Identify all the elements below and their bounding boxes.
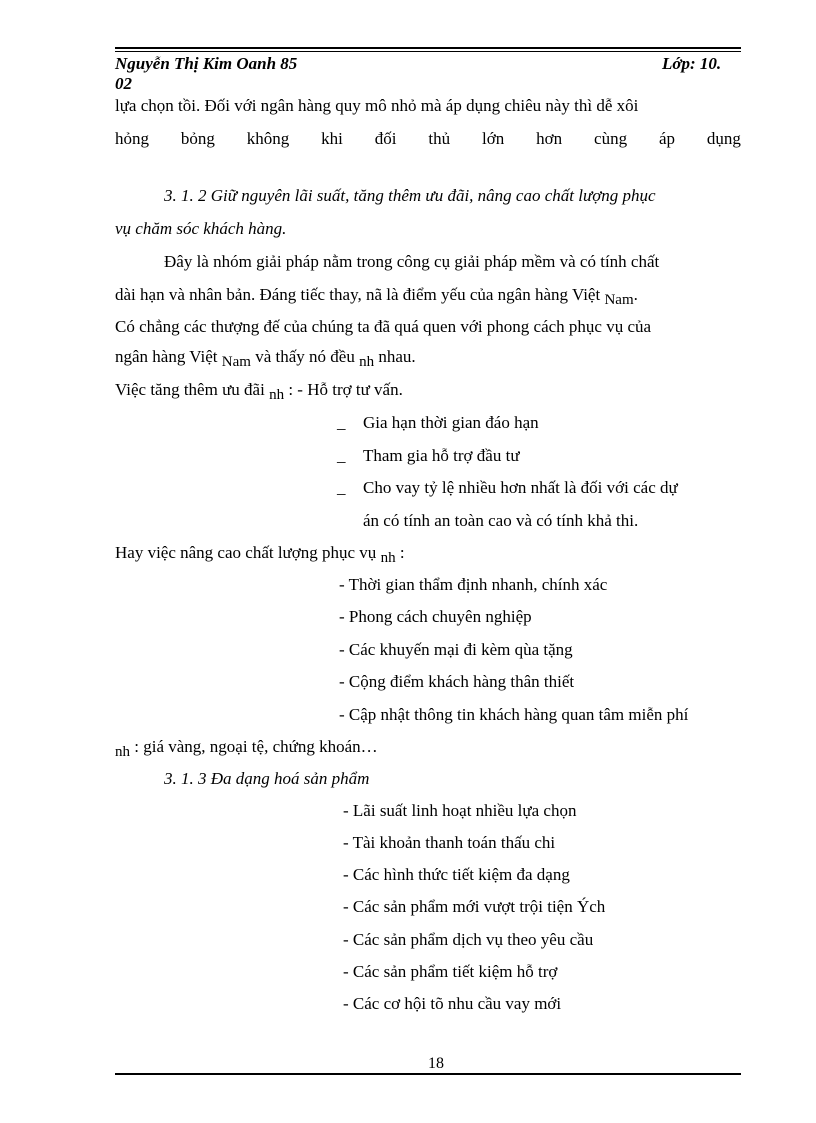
list-item: - Thời gian thẩm định nhanh, chính xác	[339, 575, 608, 594]
header-author-name: Nguyễn Thị Kim Oanh 85	[115, 54, 298, 73]
list-item: - Các khuyến mại đi kèm qùa tặng	[339, 640, 573, 659]
list-item	[337, 413, 539, 433]
word: dụng	[706, 129, 741, 148]
paragraph-line: Đây là nhóm giải pháp nằm trong công cụ giải pháp mềm và có tính chất	[164, 252, 660, 271]
body-line-2	[115, 129, 741, 149]
word: khi	[321, 129, 343, 148]
list-item-cont	[115, 737, 378, 758]
field-nam: Nam	[604, 292, 634, 308]
list-item	[337, 478, 678, 498]
word: hơn	[536, 129, 563, 148]
field-nh: nh	[380, 550, 396, 566]
list-item: - Các sản phẩm dịch vụ theo yêu cầu	[343, 930, 594, 949]
field-nh: nh	[359, 354, 375, 370]
list-item: - Tài khoản thanh toán thấu chi	[343, 833, 556, 852]
word: hỏng	[115, 129, 149, 148]
paragraph-line	[115, 347, 416, 368]
section-heading-3-1-2-cont: vụ chăm sóc khách hàng.	[115, 219, 287, 238]
page-number: 18	[428, 1056, 444, 1068]
field-nam: Nam	[221, 354, 251, 370]
paragraph-line: Có chẳng các thượng đế của chúng ta đã quá quen với phong cách phục vụ của	[115, 317, 652, 336]
header-rule-top	[115, 47, 741, 49]
list-item: - Cập nhật thông tin khách hàng quan tâm miễn phí	[339, 705, 689, 724]
footer-rule	[115, 1073, 741, 1075]
uu-dai-intro	[115, 380, 403, 401]
dash-mark: _	[337, 478, 346, 497]
list-item: - Các sản phẩm tiết kiệm hỗ trợ	[343, 962, 558, 981]
list-item-text: Tham gia hỗ trợ đầu tư	[363, 446, 520, 465]
list-item-text: Cho vay tỷ lệ nhiều hơn nhất là đối với các dự	[363, 478, 678, 497]
text: :	[399, 543, 405, 562]
text: : giá vàng, ngoại tệ, chứng khoán…	[134, 737, 378, 756]
word: không	[246, 129, 290, 148]
text: ngân hàng Việt	[115, 347, 218, 366]
text: nhau.	[378, 347, 416, 366]
text: .	[633, 285, 638, 304]
text: và thấy nó đều	[255, 347, 355, 366]
dash-mark: _	[337, 413, 346, 432]
header-class: Lớp: 10.	[662, 54, 722, 73]
list-item: - Các hình thức tiết kiệm đa dạng	[343, 865, 570, 884]
list-item: - Phong cách chuyên nghiệp	[339, 607, 532, 626]
body-line-1: lựa chọn tồi. Đối với ngân hàng quy mô nhỏ mà áp dụng chiêu này thì dễ xôi	[115, 96, 639, 115]
chat-luong-intro	[115, 543, 405, 564]
header-author-cont: 02	[115, 74, 132, 93]
header-author	[115, 54, 297, 94]
paragraph-line	[115, 285, 638, 306]
list-item-cont: án có tính an toàn cao và có tính khả thi.	[363, 511, 639, 530]
header-rule-bottom	[115, 51, 741, 52]
word: thủ	[428, 129, 451, 148]
text: Hay việc nâng cao chất lượng phục vụ	[115, 543, 377, 562]
section-heading-3-1-2: 3. 1. 2 Giữ nguyên lãi suất, tăng thêm ưu đãi, nâng cao chất lượng phục	[164, 186, 656, 205]
list-item: - Các cơ hội tõ nhu cầu vay mới	[343, 994, 562, 1013]
word: bỏng	[180, 129, 215, 148]
text: Việc tăng thêm ưu đãi	[115, 380, 265, 399]
list-item	[337, 446, 520, 466]
word: áp	[658, 129, 676, 148]
list-item-text: Gia hạn thời gian đáo hạn	[363, 413, 539, 432]
text: : - Hỗ trợ tư vấn.	[288, 380, 403, 399]
word: cùng	[594, 129, 628, 148]
field-nh: nh	[269, 387, 285, 403]
list-item: - Cộng điểm khách hàng thân thiết	[339, 672, 575, 691]
dash-mark: _	[337, 446, 346, 465]
list-item: - Lãi suất linh hoạt nhiều lựa chọn	[343, 801, 577, 820]
text: dài hạn và nhân bản. Đáng tiếc thay, nã là điểm yếu của ngân hàng Việt	[115, 285, 601, 304]
word: đối	[374, 129, 397, 148]
section-heading-3-1-3: 3. 1. 3 Đa dạng hoá sản phẩm	[164, 769, 370, 788]
word: lớn	[482, 129, 505, 148]
list-item: - Các sản phẩm mới vượt trội tiện Ých	[343, 897, 606, 916]
field-nh: nh	[115, 744, 130, 760]
